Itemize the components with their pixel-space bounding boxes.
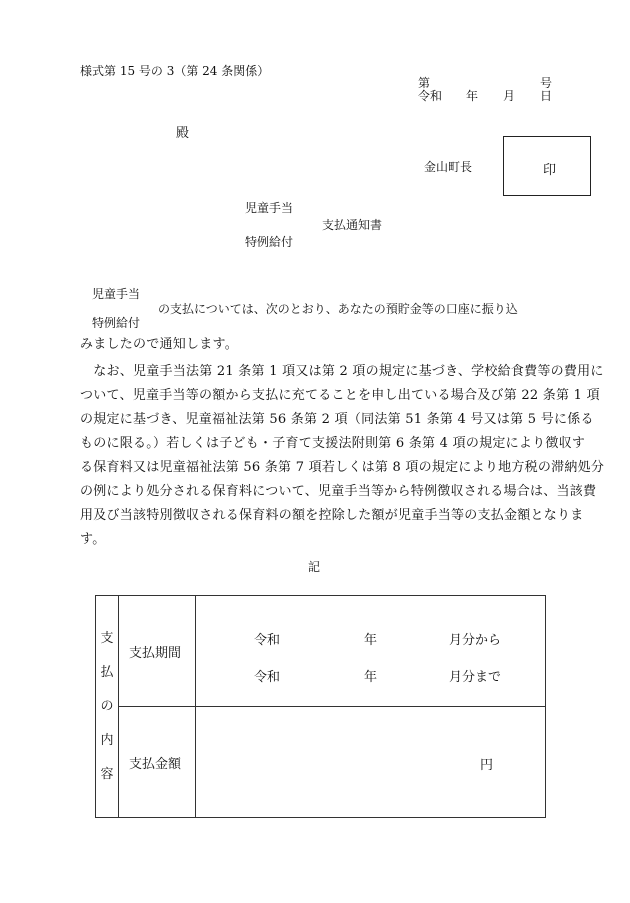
period-from-year: 年 [364,633,378,648]
issuer-title: 金山町長 [424,160,473,174]
para2-line: の例により処分される保育料について、児童手当等から特例徴収される場合は、当該費 [80,484,597,499]
vertical-char: の [100,698,114,714]
vertical-char: 容 [100,766,114,782]
period-label: 支払期間 [129,645,182,661]
amount-label: 支払金額 [129,756,182,772]
para2-line: 用及び当該特別徴収される保育料の額を控除した額が児童手当等の支払金額となりま [80,508,584,523]
vertical-char: 内 [100,732,114,748]
date-year: 年 [466,89,479,103]
seal-box [503,136,591,196]
doc-number-suffix: 号 [540,76,553,90]
period-to-year: 年 [364,670,378,685]
amount-label-cell [119,707,196,818]
seal-label: 印 [543,163,557,178]
period-to-era: 令和 [254,670,281,685]
para2-line: ついて、児童手当等の額から支払に充てることを申し出ている場合及び第 22 条第 1 項 [80,388,600,403]
intro-bottom: 特例給付 [92,316,141,330]
amount-unit: 円 [480,758,494,773]
vertical-char: 払 [100,664,114,680]
para2-line: ものに限る。）若しくは子ども・子育て支援法附則第 6 条第 4 項の規定により徴収す [80,436,586,451]
period-value-cell [196,596,546,707]
period-from-era: 令和 [254,633,281,648]
period-label-cell [119,596,196,707]
intro-cont: みましたので通知します。 [80,337,238,352]
vertical-header [96,596,119,818]
title-line2: 支払通知書 [322,218,383,232]
para2-line: す。 [80,532,106,547]
amount-value-cell [196,707,546,818]
intro-top: 児童手当 [92,287,141,301]
date-day: 日 [540,89,553,103]
title-line1: 児童手当 [245,201,294,215]
doc-number-prefix: 第 [418,76,431,90]
period-to-month: 月分まで [449,670,502,685]
period-from-month: 月分から [449,633,502,648]
ki-heading: 記 [308,560,321,574]
para2-line: の規定に基づき、児童福祉法第 56 条第 2 項（同法第 51 条第 4 号又は第 5 号に係る [80,412,594,427]
para2-line: なお、児童手当法第 21 条第 1 項又は第 2 項の規定に基づき、学校給食費等の費用に [80,364,604,379]
form-id: 様式第 15 号の 3（第 24 条関係） [80,64,270,78]
para2-line: る保育料又は児童福祉法第 56 条第 7 項若しくは第 8 項の規定により地方税の滞納処分 [80,460,605,475]
date-month: 月 [503,89,516,103]
vertical-char: 支 [100,630,114,646]
payment-details-table [95,595,546,818]
addressee-honorific: 殿 [176,126,190,141]
title-line3: 特例給付 [245,235,294,249]
date-era: 令和 [418,89,443,103]
intro-text: の支払については、次のとおり、あなたの預貯金等の口座に振り込 [158,302,518,316]
